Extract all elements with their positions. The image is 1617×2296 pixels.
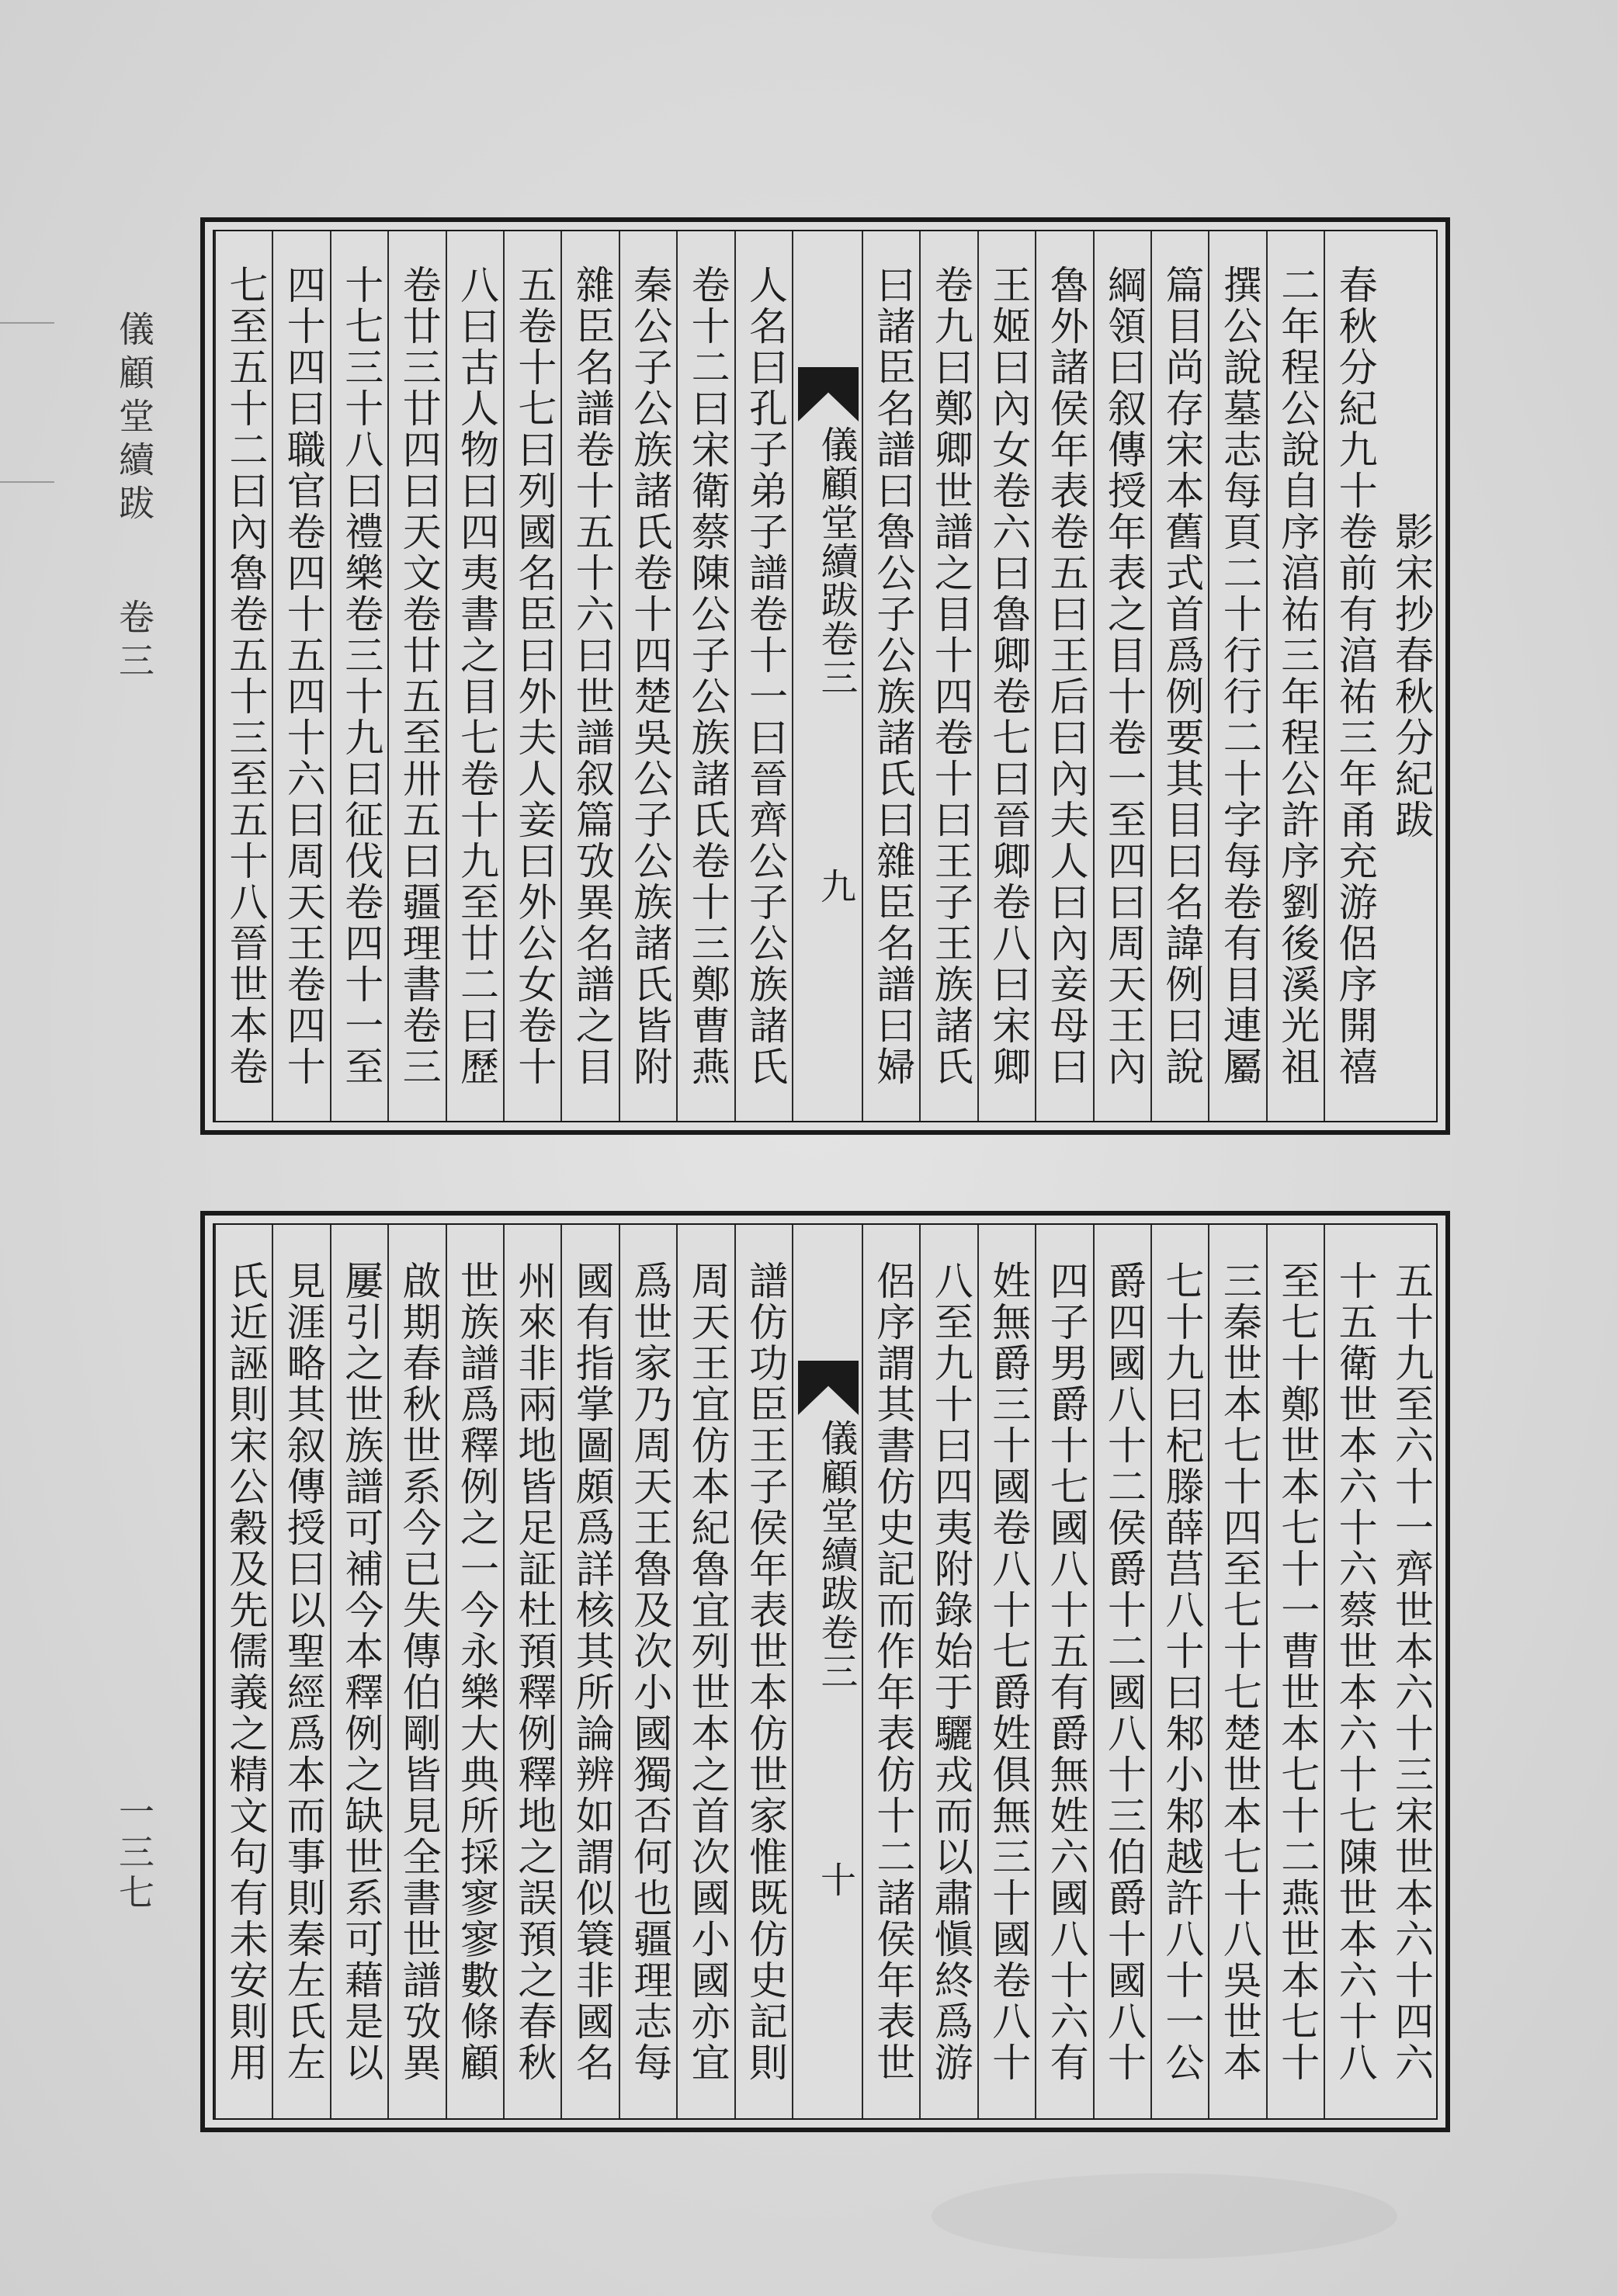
column-text: 爵四國八十二侯爵十二國八十三伯爵十國八十 [1101, 1260, 1147, 2083]
column-text: 屢引之世族譜可補今本釋例之缺世系可藉是以 [338, 1260, 384, 2083]
text-column [1208, 231, 1267, 1121]
text-column [560, 1225, 619, 2118]
top-leaf-frame [213, 230, 1438, 1122]
text-column [330, 1225, 389, 2118]
column-text: 秦公子公族諸氏卷十四楚吳公子公族諸氏皆附 [627, 265, 673, 1087]
column-text: 雜臣名譜卷十五十六曰世譜叙篇攷異名譜之目 [569, 265, 615, 1087]
column-text: 爲世家乃周天王魯及次小國獨否何也疆理志每 [627, 1260, 673, 2083]
text-column [1324, 1225, 1383, 2118]
center-header: 儀顧堂續跋卷三 [814, 425, 858, 697]
column-text: 魯外諸侯年表卷五曰王后曰內夫人曰內妾母曰 [1043, 265, 1089, 1087]
center-header: 儀顧堂續跋卷三 [814, 1419, 858, 1691]
text-column [446, 1225, 505, 2118]
column-text: 十五衛世本六十六蔡世本六十七陳世本六十八 [1332, 1260, 1378, 2083]
text-column [1208, 1225, 1267, 2118]
column-text: 世族譜爲釋例之一今永樂大典所採寥寥數條顧 [453, 1260, 499, 2083]
text-column [387, 231, 446, 1121]
column-text: 氏近誣則宋公穀及先儒義之精文句有未安則用 [223, 1260, 269, 2083]
column-text: 國有指掌圖頗爲詳核其所論辨如謂似簑非國名 [569, 1260, 615, 2083]
column-text: 啟期春秋世系今已失傳伯剛皆見全書世譜攷異 [396, 1260, 442, 2083]
text-column [734, 1225, 793, 2118]
column-text: 五十九至六十一齊世本六十三宋世本六十四六 [1388, 1260, 1434, 2083]
margin-rule [0, 322, 54, 324]
column-text: 至七十鄭世本七十一曹世本七十二燕世本七十 [1275, 1260, 1320, 2083]
text-column [560, 231, 619, 1121]
paper-stain [932, 2173, 1397, 2259]
column-text: 曰諸臣名譜曰魯公子公族諸氏曰雜臣名譜曰婦 [870, 265, 916, 1087]
text-column [919, 231, 978, 1121]
margin-rule [0, 481, 54, 483]
column-text: 州來非兩地皆足証杜預釋例釋地之誤預之春秋 [512, 1260, 557, 2083]
column-text: 見涯略其叙傳授曰以聖經爲本而事則秦左氏左 [280, 1260, 326, 2083]
text-column [1035, 231, 1094, 1121]
column-text: 撰公說墓志每頁二十行行二十字每卷有目連屬 [1216, 265, 1262, 1087]
text-column [977, 1225, 1036, 2118]
column-text: 八曰古人物曰四夷書之目七卷十九至廿二曰歷 [453, 265, 499, 1087]
fold-center-column [792, 231, 863, 1121]
text-column [1324, 231, 1383, 1121]
text-column [1382, 1225, 1439, 2118]
text-column [272, 231, 331, 1121]
fish-tail-mark-icon [798, 1361, 859, 1415]
column-text: 八至九十曰四夷附錄始于驪戎而以肅愼終爲游 [928, 1260, 973, 2083]
text-column [619, 1225, 678, 2118]
column-text: 影宋抄春秋分紀跋 [1388, 512, 1434, 841]
text-column [977, 231, 1036, 1121]
top-leaf [200, 217, 1450, 1135]
column-text: 卷廿三廿四曰天文卷廿五至卅五曰疆理書卷三 [396, 265, 442, 1087]
text-column [214, 1225, 273, 2118]
volume-text: 卷三 [113, 598, 155, 686]
text-column [272, 1225, 331, 2118]
text-column [919, 1225, 978, 2118]
column-text: 十七三十八曰禮樂卷三十九曰征伐卷四十一至 [338, 265, 384, 1087]
text-column [1266, 231, 1325, 1121]
text-column [1382, 231, 1439, 1121]
book-title-text: 儀顧堂續跋 [113, 310, 155, 528]
column-text: 七至五十二曰內魯卷五十三至五十八晉世本卷 [223, 265, 269, 1087]
text-column [1093, 1225, 1152, 2118]
bottom-leaf [200, 1211, 1450, 2132]
text-column [676, 1225, 735, 2118]
leaf-number: 九 [815, 868, 857, 903]
text-column [676, 231, 735, 1121]
column-text: 四子男爵十七國八十五有爵無姓六國八十六有 [1043, 1260, 1089, 2083]
column-text: 七十九曰杞滕薛莒八十曰邾小邾越許八十一公 [1159, 1260, 1205, 2083]
column-text: 二年程公說自序湻祐三年程公許序劉後溪光祖 [1275, 265, 1320, 1087]
text-column [387, 1225, 446, 2118]
column-text: 四十四曰職官卷四十五四十六曰周天王卷四十 [280, 265, 326, 1087]
column-text: 卷十二曰宋衛蔡陳公子公族諸氏卷十三鄭曹燕 [685, 265, 730, 1087]
column-text: 綱領曰叙傳授年表之目十卷一至四曰周天王內 [1101, 265, 1147, 1087]
column-text: 卷九曰鄭卿世譜之目十四卷十曰王子王族諸氏 [928, 265, 973, 1087]
column-text: 人名曰孔子弟子譜卷十一曰晉齊公子公族諸氏 [742, 265, 788, 1087]
text-column [503, 231, 562, 1121]
column-text: 五卷十七曰列國名臣曰外夫人妾曰外公女卷十 [512, 265, 557, 1087]
text-column [214, 231, 273, 1121]
column-text: 譜仿功臣王子侯年表世本仿世家惟既仿史記則 [742, 1260, 788, 2083]
text-column [503, 1225, 562, 2118]
column-text: 三秦世本七十四至七十七楚世本七十八吳世本 [1216, 1260, 1262, 2083]
column-text: 侶序謂其書仿史記而作年表仿十二諸侯年表世 [870, 1260, 916, 2083]
text-column [330, 231, 389, 1121]
column-text: 春秋分紀九十卷前有湻祐三年甬充游侶序開禧 [1332, 265, 1378, 1087]
column-text: 篇目尚存宋本舊式首爲例要其目曰名諱例曰說 [1159, 265, 1205, 1087]
text-column [734, 231, 793, 1121]
text-column [1266, 1225, 1325, 2118]
column-text: 王姬曰內女卷六曰魯卿卷七曰晉卿卷八曰宋卿 [986, 265, 1032, 1087]
text-column [446, 231, 505, 1121]
column-text: 姓無爵三十國卷八十七爵姓俱無三十國卷八十 [986, 1260, 1032, 2083]
text-column [1150, 231, 1209, 1121]
text-column [862, 1225, 921, 2118]
fish-tail-mark-icon [798, 367, 859, 421]
text-column [862, 231, 921, 1121]
text-column [1093, 231, 1152, 1121]
text-column [1035, 1225, 1094, 2118]
fold-center-column [792, 1225, 863, 2118]
column-text: 周天王宜仿本紀魯宜列世本之首次國小國亦宜 [685, 1260, 730, 2083]
page-number: 一三七 [113, 1793, 155, 1914]
bottom-leaf-frame [213, 1223, 1438, 2120]
leaf-number: 十 [815, 1861, 857, 1897]
text-column [1150, 1225, 1209, 2118]
text-column [619, 231, 678, 1121]
margin-book-title [113, 310, 155, 686]
